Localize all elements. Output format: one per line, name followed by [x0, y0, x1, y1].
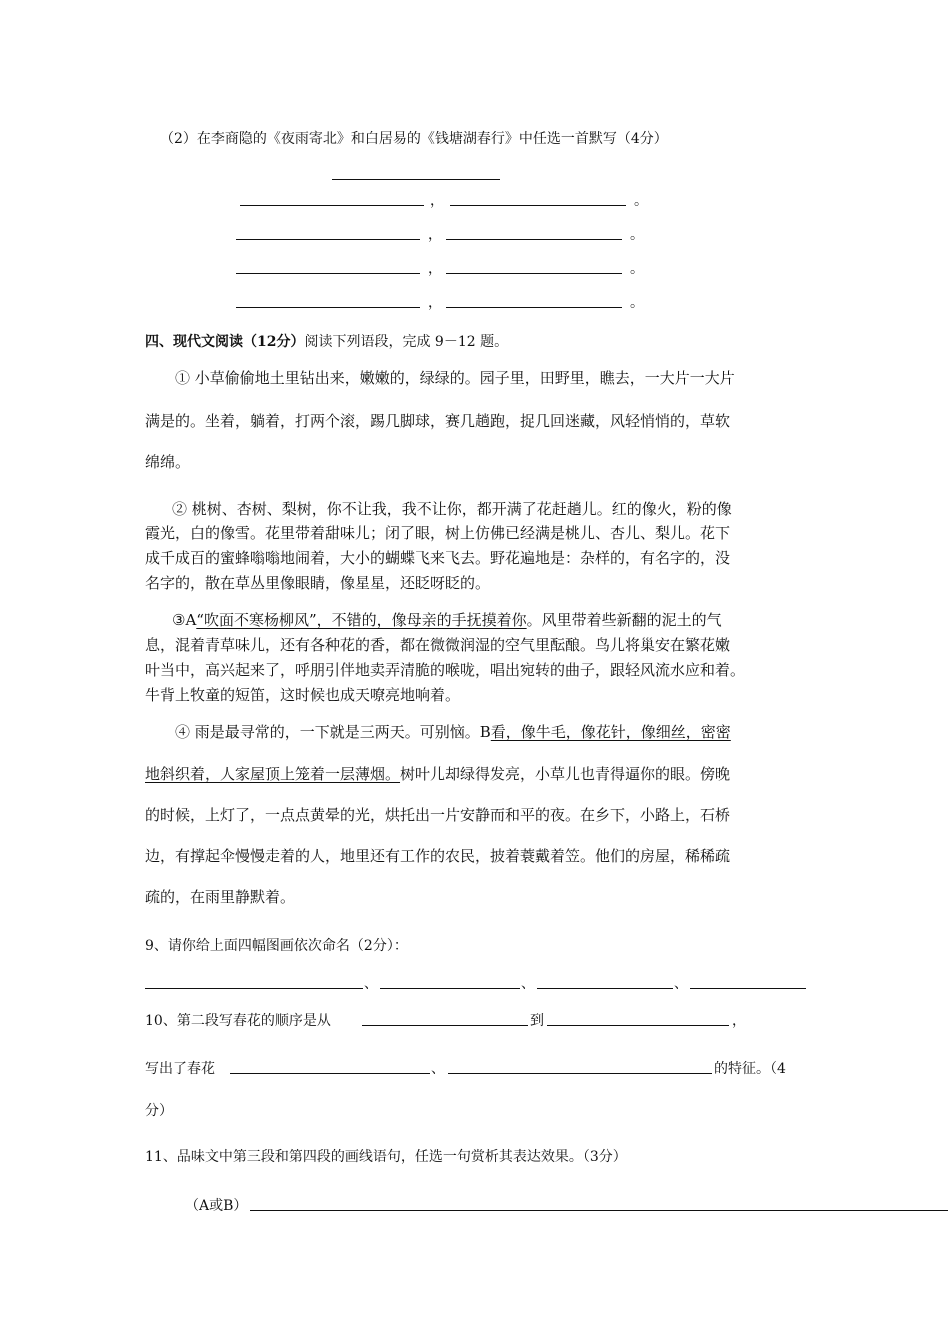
p2-line3: 成千成百的蜜蜂嗡嗡地闹着，大小的蝴蝶飞来飞去。野花遍地是：杂样的，有名字的，没 — [145, 549, 731, 567]
q10-to: 到 — [530, 1013, 544, 1029]
p4-line3: 的时候，上灯了，一点点黄晕的光，烘托出一片安静而和平的夜。在乡下，小路上，石桥 — [145, 806, 731, 824]
poem-line3-comma: ， — [428, 261, 442, 277]
p3-label-a: ③A — [172, 611, 197, 629]
p3-underlined-sentence-a: “吹面不寒杨柳风”，不错的，像母亲的手抚摸着你 — [196, 611, 527, 629]
poem-line4-period: 。 — [630, 295, 644, 311]
poem-title-blank[interactable] — [332, 179, 500, 180]
q11-prompt: 11、品味文中第三段和第四段的画线语句，任选一句赏析其表达效果。（3分） — [145, 1149, 627, 1165]
poem-line2-blank-a[interactable] — [236, 239, 420, 240]
p2-line4: 名字的，散在草丛里像眼睛，像星星，还眨呀眨的。 — [145, 574, 491, 592]
q10-blank-from[interactable] — [362, 1025, 528, 1026]
q10-blank-feature-1[interactable] — [230, 1073, 430, 1074]
poem-line4-blank-b[interactable] — [446, 307, 622, 308]
q10-prefix: 10、第二段写春花的顺序是从 — [145, 1013, 331, 1029]
q10-score-tail: 分） — [145, 1103, 173, 1119]
poem-line4-blank-a[interactable] — [236, 307, 420, 308]
q9-prompt: 9、请你给上面四幅图画依次命名（2分）： — [145, 938, 408, 954]
q10-blank-feature-2[interactable] — [448, 1073, 712, 1074]
section4-heading: 四、现代文阅读（12分） — [145, 334, 305, 350]
q10-line2-prefix: 写出了春花 — [145, 1061, 215, 1077]
q11-choice-label: （A或B） — [185, 1198, 248, 1214]
poem-line4-comma: ， — [428, 295, 442, 311]
q9-sep-2: 、 — [521, 976, 535, 992]
q9-blank-1[interactable] — [145, 988, 363, 989]
p4-line1 — [175, 721, 731, 742]
p3-line3: 叶当中，高兴起来了，呼朋引伴地卖弄清脆的喉咙，唱出宛转的曲子，跟轻风流水应和着。 — [145, 661, 746, 679]
q9-blank-3[interactable] — [537, 988, 673, 989]
poem-line1-period: 。 — [634, 193, 648, 209]
p4-line1-prefix: ④ 雨是最寻常的，一下就是三两天。可别恼。B — [175, 723, 491, 741]
p4-underlined-sentence-b-part2: 地斜织着，人家屋顶上笼着一层薄烟。 — [145, 765, 401, 783]
p2-line1: ② 桃树、杏树、梨树，你不让我，我不让你，都开满了花赶趟儿。红的像火，粉的像 — [172, 500, 732, 518]
p2-line2: 霞光，白的像雪。花里带着甜味儿；闭了眼，树上仿佛已经满是桃儿、杏儿、梨儿。花下 — [145, 524, 731, 542]
p3-line4: 牛背上牧童的短笛，这时候也成天嘹亮地响着。 — [145, 686, 461, 704]
p4-underlined-sentence-b-part1: 看，像牛毛，像花针，像细丝，密密 — [490, 723, 731, 741]
p4-line2 — [145, 763, 730, 784]
q11-answer-blank[interactable] — [250, 1210, 948, 1211]
poem-line3-period: 。 — [630, 261, 644, 277]
poem-line2-blank-b[interactable] — [446, 239, 622, 240]
q9-sep-3: 、 — [674, 976, 688, 992]
p3-line2: 息，混着青草味儿，还有各种花的香，都在微微润湿的空气里酝酿。鸟儿将巢安在繁花嫩 — [145, 636, 731, 654]
p1-line3: 绵绵。 — [145, 453, 191, 471]
q10-suffix: 的特征。（4 — [714, 1061, 786, 1077]
p4-line2-rest: 树叶儿却绿得发亮，小草儿也青得逼你的眼。傍晚 — [400, 765, 731, 783]
p1-line2: 满是的。坐着，躺着，打两个滚，踢几脚球，赛几趟跑，捉几回迷藏，风轻悄悄的，草软 — [145, 412, 731, 430]
p3-line1-rest: 。风里带着些新翻的泥土的气 — [526, 611, 722, 629]
poem-line1-comma: ， — [430, 193, 444, 209]
q9-blank-4[interactable] — [690, 988, 806, 989]
poem-line2-period: 。 — [630, 227, 644, 243]
section4-instruction: 阅读下列语段，完成 9－12 题。 — [304, 334, 509, 350]
poem-line3-blank-b[interactable] — [446, 273, 622, 274]
p4-line5: 疏的，在雨里静默着。 — [145, 888, 296, 906]
section4-heading-line — [145, 331, 508, 351]
q9-sep-1: 、 — [364, 976, 378, 992]
p3-line1 — [172, 609, 722, 630]
q10-blank-to[interactable] — [547, 1025, 729, 1026]
poem-line3-blank-a[interactable] — [236, 273, 420, 274]
q10-comma: ， — [732, 1013, 746, 1029]
q8-part2-prompt: （2）在李商隐的《夜雨寄北》和白居易的《钱塘湖春行》中任选一首默写（4分） — [160, 131, 668, 147]
q10-sep: 、 — [431, 1061, 445, 1077]
poem-line1-blank-b[interactable] — [450, 205, 626, 206]
q9-blank-2[interactable] — [380, 988, 520, 989]
p4-line4: 边，有撑起伞慢慢走着的人，地里还有工作的农民，披着蓑戴着笠。他们的房屋，稀稀疏 — [145, 847, 731, 865]
p1-line1: ① 小草偷偷地土里钻出来，嫩嫩的，绿绿的。园子里，田野里，瞧去，一大片一大片 — [175, 369, 735, 387]
poem-line2-comma: ， — [428, 227, 442, 243]
poem-line1-blank-a[interactable] — [240, 205, 424, 206]
